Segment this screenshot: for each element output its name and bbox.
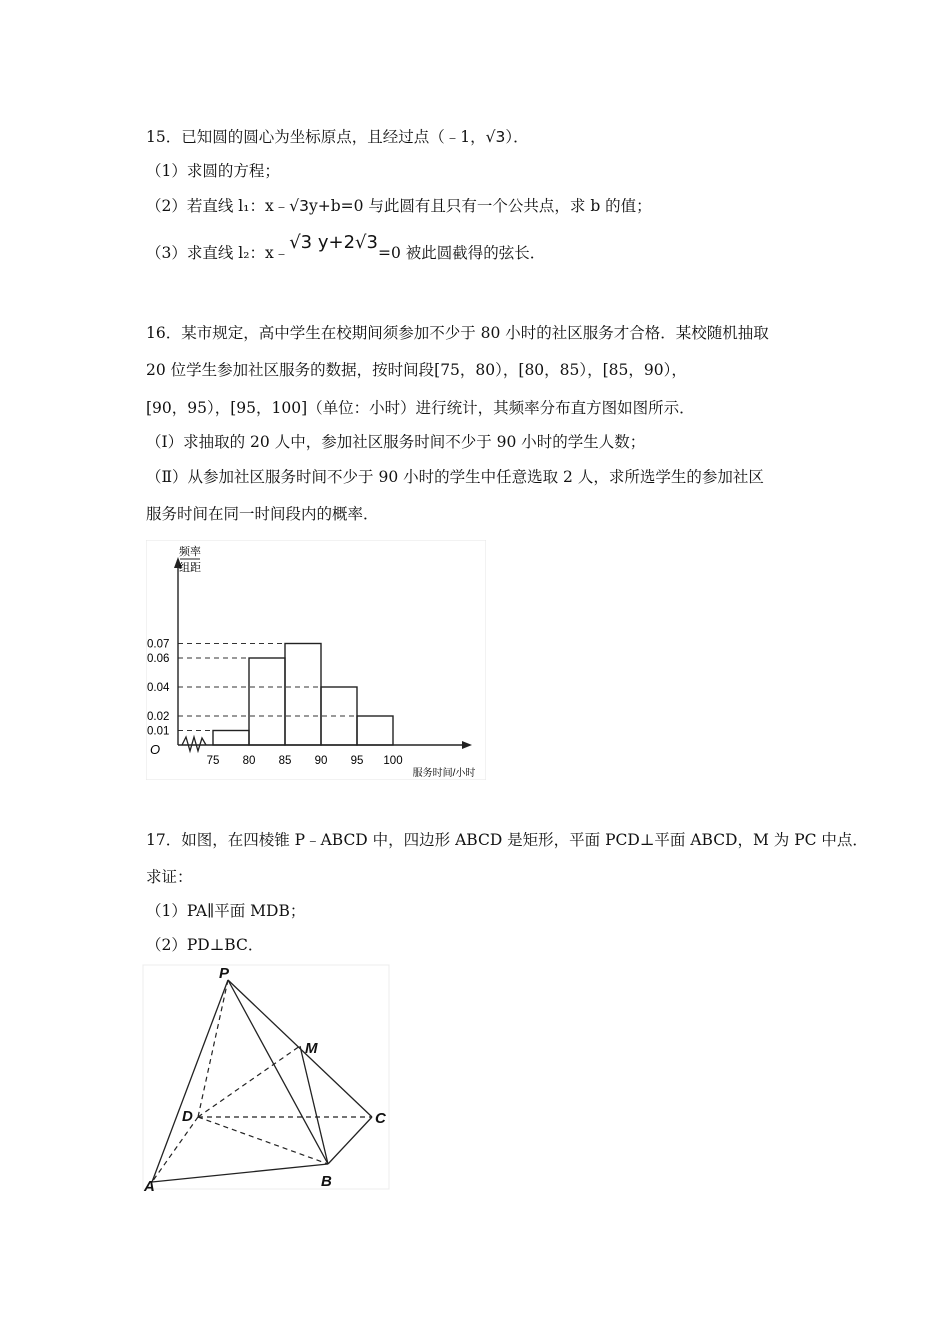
y-tick-label: 0.04 (147, 682, 170, 694)
x-tick-label: 85 (278, 755, 292, 767)
label-D: D (182, 1108, 193, 1125)
x-tick-label: 75 (206, 755, 220, 767)
radical-expression: √3 y+2√3 (289, 232, 378, 253)
q16-line-1: 16．某市规定，高中学生在校期间须参加不少于 80 小时的社区服务才合格．某校随机抽取 (146, 324, 769, 342)
q15-stem: 15．已知圆的圆心为坐标原点，且经过点（﹣1，√3）． (146, 128, 529, 146)
x-axis-label: 服务时间/小时 (412, 768, 476, 779)
q15-part2: （2）若直线 l₁：x﹣√3y+b=0 与此圆有且只有一个公共点，求 b 的值； (146, 197, 652, 215)
q17-line-1: 17．如图，在四棱锥 P﹣ABCD 中，四边形 ABCD 是矩形，平面 PCD⊥平面 ABCD，M 为 PC 中点． (146, 831, 868, 849)
x-tick-label: 80 (242, 755, 256, 767)
q15-part1: （1）求圆的方程； (146, 162, 280, 180)
label-B: B (321, 1173, 332, 1190)
q15-part3: （3）求直线 l₂：x﹣√3 y+2√3=0 被此圆截得的弦长． (146, 232, 546, 262)
label-M: M (305, 1040, 318, 1057)
label-A: A (144, 1178, 155, 1192)
q16-line-6: 服务时间在同一时间段内的概率． (146, 505, 379, 523)
sqrt-3: √3 (485, 128, 506, 146)
q17-part2: （2）PD⊥BC． (146, 936, 264, 954)
q16-line-2: 20 位学生参加社区服务的数据，按时间段[75，80），[80，85），[85，90）， (146, 361, 687, 379)
q16-line-3: [90，95），[95，100]（单位：小时）进行统计，其频率分布直方图如图所示． (146, 399, 695, 417)
label-C: C (375, 1110, 386, 1127)
q16-part2: （Ⅱ）从参加社区服务时间不少于 90 小时的学生中任意选取 2 人，求所选学生的参加社区 (146, 468, 764, 486)
origin-label: O (150, 742, 161, 757)
q16-part1: （Ⅰ）求抽取的 20 人中，参加社区服务时间不少于 90 小时的学生人数； (146, 433, 646, 451)
x-tick-label: 95 (350, 755, 364, 767)
q17-line-2: 求证： (146, 868, 193, 886)
x-tick-label: 90 (314, 755, 328, 767)
x-tick-label: 100 (383, 755, 403, 767)
frequency-histogram (146, 540, 486, 780)
q17-part1: （1）PA∥平面 MDB； (146, 902, 306, 920)
y-tick-label: 0.07 (147, 638, 170, 651)
y-tick-label: 0.02 (147, 711, 170, 723)
y-label-bottom: 组距 (179, 562, 201, 574)
sqrt-3: √3 (289, 197, 309, 215)
y-label-top: 频率 (179, 546, 201, 558)
label-P: P (219, 965, 230, 982)
pyramid-figure (140, 962, 392, 1192)
y-tick-label: 0.01 (147, 725, 170, 738)
y-tick-label: 0.06 (147, 653, 170, 665)
